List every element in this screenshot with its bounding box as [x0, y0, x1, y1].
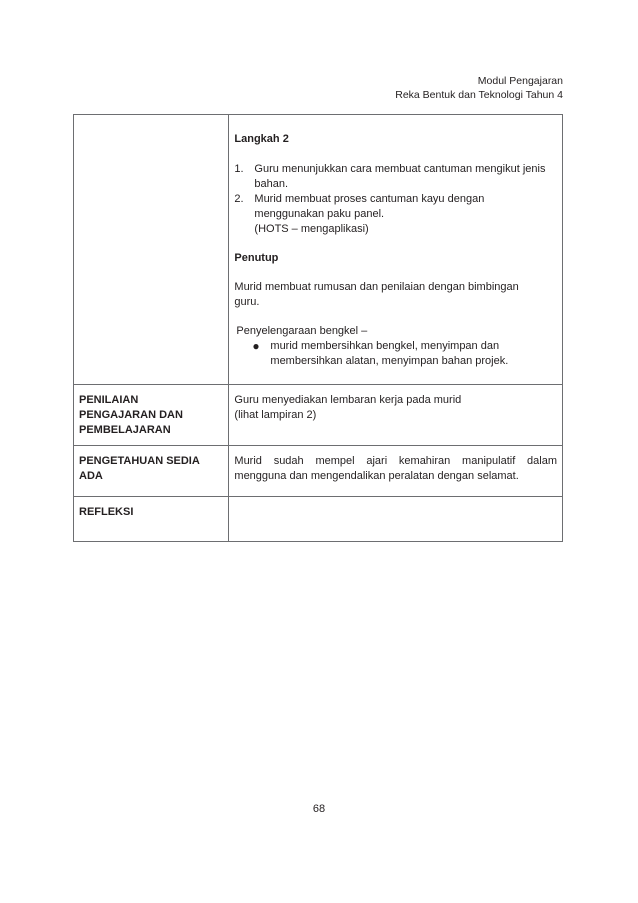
- label-line: PENILAIAN: [79, 394, 139, 406]
- langkah-title: Langkah 2: [234, 133, 289, 145]
- step-text: Guru menunjukkan cara membuat cantuman mengikut jenis: [254, 163, 546, 175]
- penutup-title: Penutup: [234, 252, 279, 264]
- step-text: Murid membuat proses cantuman kayu dengan: [254, 193, 485, 205]
- header-subject-title: Reka Bentuk dan Teknologi Tahun 4: [395, 89, 563, 101]
- content-line: Guru menyediakan lembaran kerja pada murid: [234, 394, 462, 406]
- penutup-text-line: Murid membuat rumusan dan penilaian dengan bimbingan: [234, 281, 519, 293]
- bengkel-text-line: murid membersihkan bengkel, menyimpan dan: [270, 340, 500, 352]
- row-label-refleksi: [74, 497, 229, 542]
- table-row-pengetahuan: [74, 446, 563, 497]
- row-content-refleksi: [229, 497, 563, 542]
- lesson-plan-table: [73, 114, 563, 542]
- label-line: ADA: [79, 470, 103, 482]
- bullet-icon: ●: [252, 339, 260, 353]
- step-text: (HOTS – mengaplikasi): [254, 223, 369, 235]
- row-content-pengetahuan: [229, 446, 563, 497]
- list-item: [234, 162, 557, 192]
- steps-list: [234, 162, 557, 237]
- table-row-penilaian: [74, 385, 563, 446]
- row-content-penilaian: [229, 385, 563, 446]
- row-label-penilaian: [74, 385, 229, 446]
- page-number: 68: [312, 803, 326, 815]
- row-label-pengetahuan: [74, 446, 229, 497]
- bengkel-text-line: membersihkan alatan, menyimpan bahan projek.: [270, 355, 509, 367]
- penutup-text-line: guru.: [234, 296, 260, 308]
- content-line: mengguna dan mengendalikan peralatan dengan selamat.: [234, 470, 519, 482]
- label-line: PENGAJARAN DAN: [79, 409, 183, 421]
- page-header: [395, 74, 563, 102]
- row-label-empty: [74, 115, 229, 385]
- content-line: (lihat lampiran 2): [234, 409, 317, 421]
- step-text: menggunakan paku panel.: [254, 208, 385, 220]
- step-number: 2.: [234, 193, 244, 205]
- step-number: 1.: [234, 163, 244, 175]
- table-row-langkah: [74, 115, 563, 385]
- step-text: bahan.: [254, 178, 289, 190]
- row-content-langkah: [229, 115, 563, 385]
- bengkel-title: Penyelengaraan bengkel –: [236, 325, 368, 337]
- header-module-title: Modul Pengajaran: [477, 75, 563, 87]
- list-item: [234, 192, 557, 237]
- label-line: REFLEKSI: [79, 506, 134, 518]
- content-line: Murid sudah mempel ajari kemahiran manipulatif dalam: [234, 455, 557, 467]
- label-line: PENGETAHUAN SEDIA: [79, 455, 200, 467]
- bengkel-bullet: [252, 339, 557, 369]
- table-row-refleksi: [74, 497, 563, 542]
- label-line: PEMBELAJARAN: [79, 424, 171, 436]
